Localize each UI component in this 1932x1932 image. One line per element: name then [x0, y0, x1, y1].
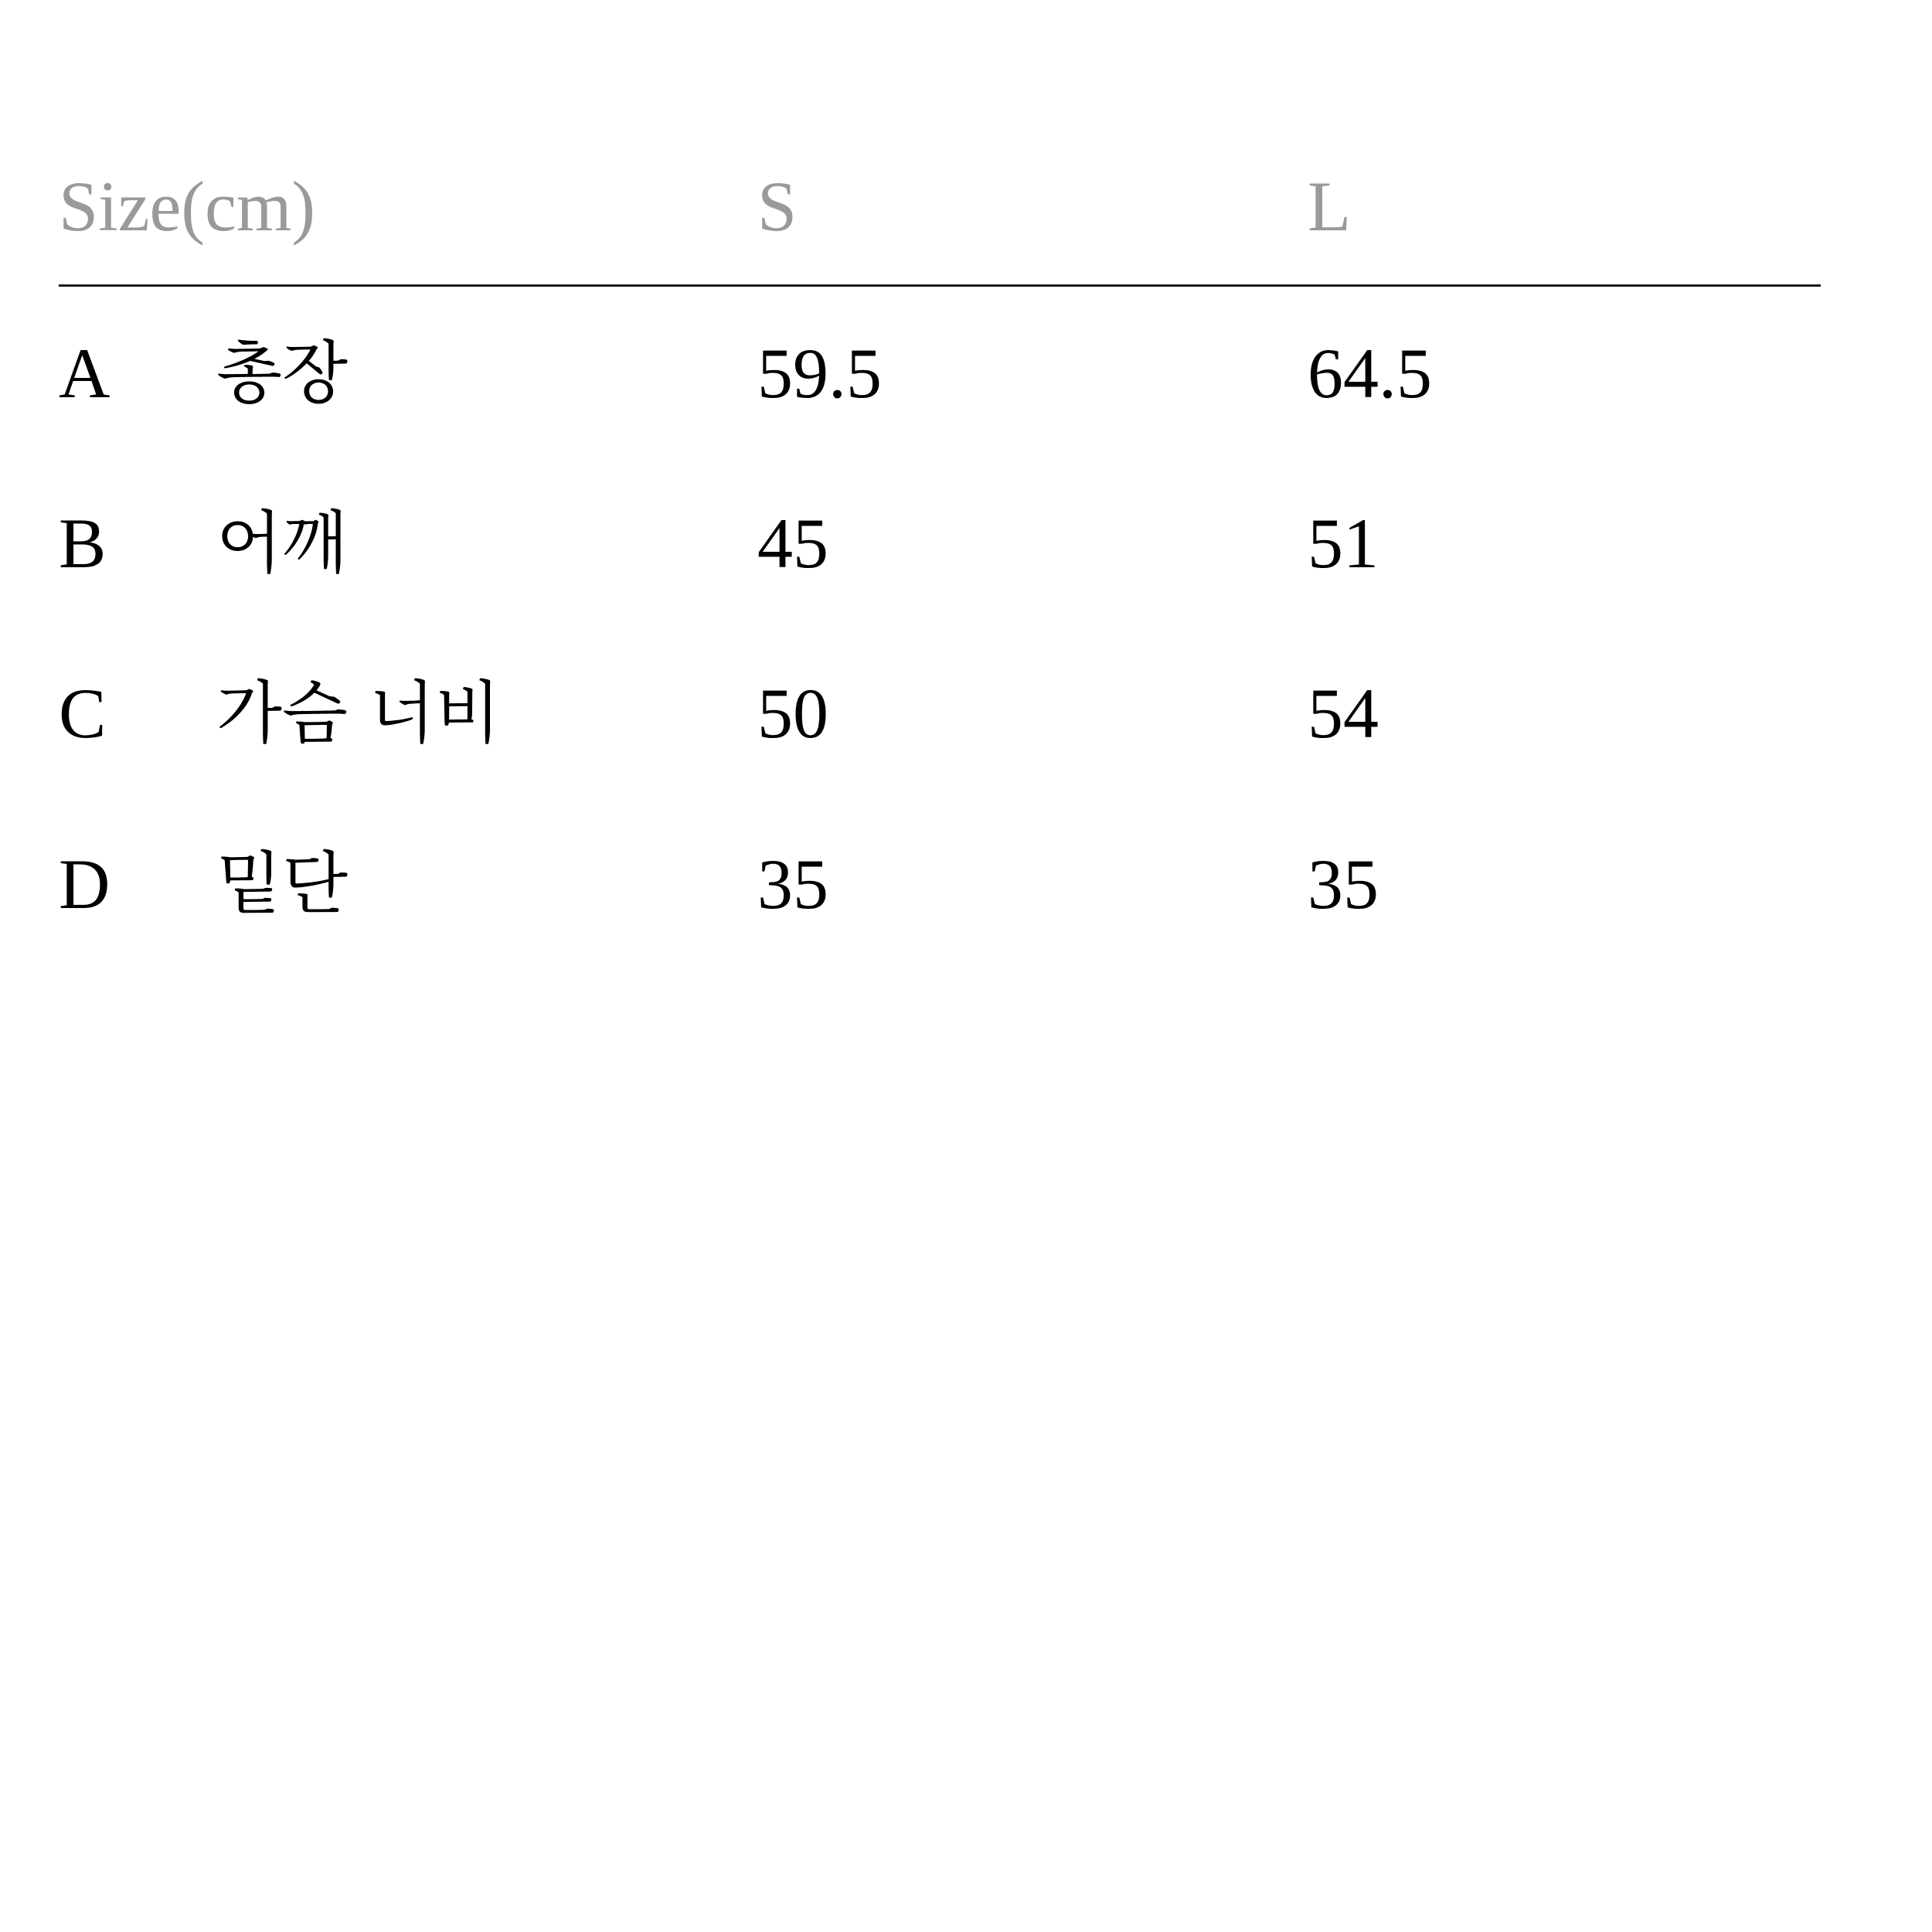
header-size-l: L [1308, 167, 1352, 246]
size-table [59, 0, 1821, 1005]
row-measurement-name: 어깨 [216, 503, 349, 583]
row-value-l: 54 [1308, 674, 1379, 753]
table-row-c [59, 671, 1821, 779]
header-divider [59, 284, 1821, 287]
row-value-l: 35 [1308, 845, 1379, 923]
row-value-s: 45 [757, 504, 828, 583]
row-measurement-name: 밑단 [216, 844, 349, 923]
table-row-b [59, 501, 1821, 609]
row-key: A [59, 334, 111, 413]
row-key: C [59, 674, 107, 753]
table-row-a [59, 331, 1821, 439]
header-size-cm: Size(cm) [59, 167, 316, 246]
table-row-d [59, 842, 1821, 950]
row-value-s: 59.5 [757, 334, 882, 413]
row-value-l: 64.5 [1308, 334, 1432, 413]
row-value-s: 50 [757, 674, 828, 753]
row-value-s: 35 [757, 845, 828, 923]
row-measurement-name: 가슴 너비 [216, 673, 502, 753]
row-value-l: 51 [1308, 504, 1379, 583]
row-key: D [59, 845, 111, 923]
row-measurement-name: 총장 [216, 333, 349, 413]
header-size-s: S [757, 167, 798, 246]
row-key: B [59, 504, 107, 583]
